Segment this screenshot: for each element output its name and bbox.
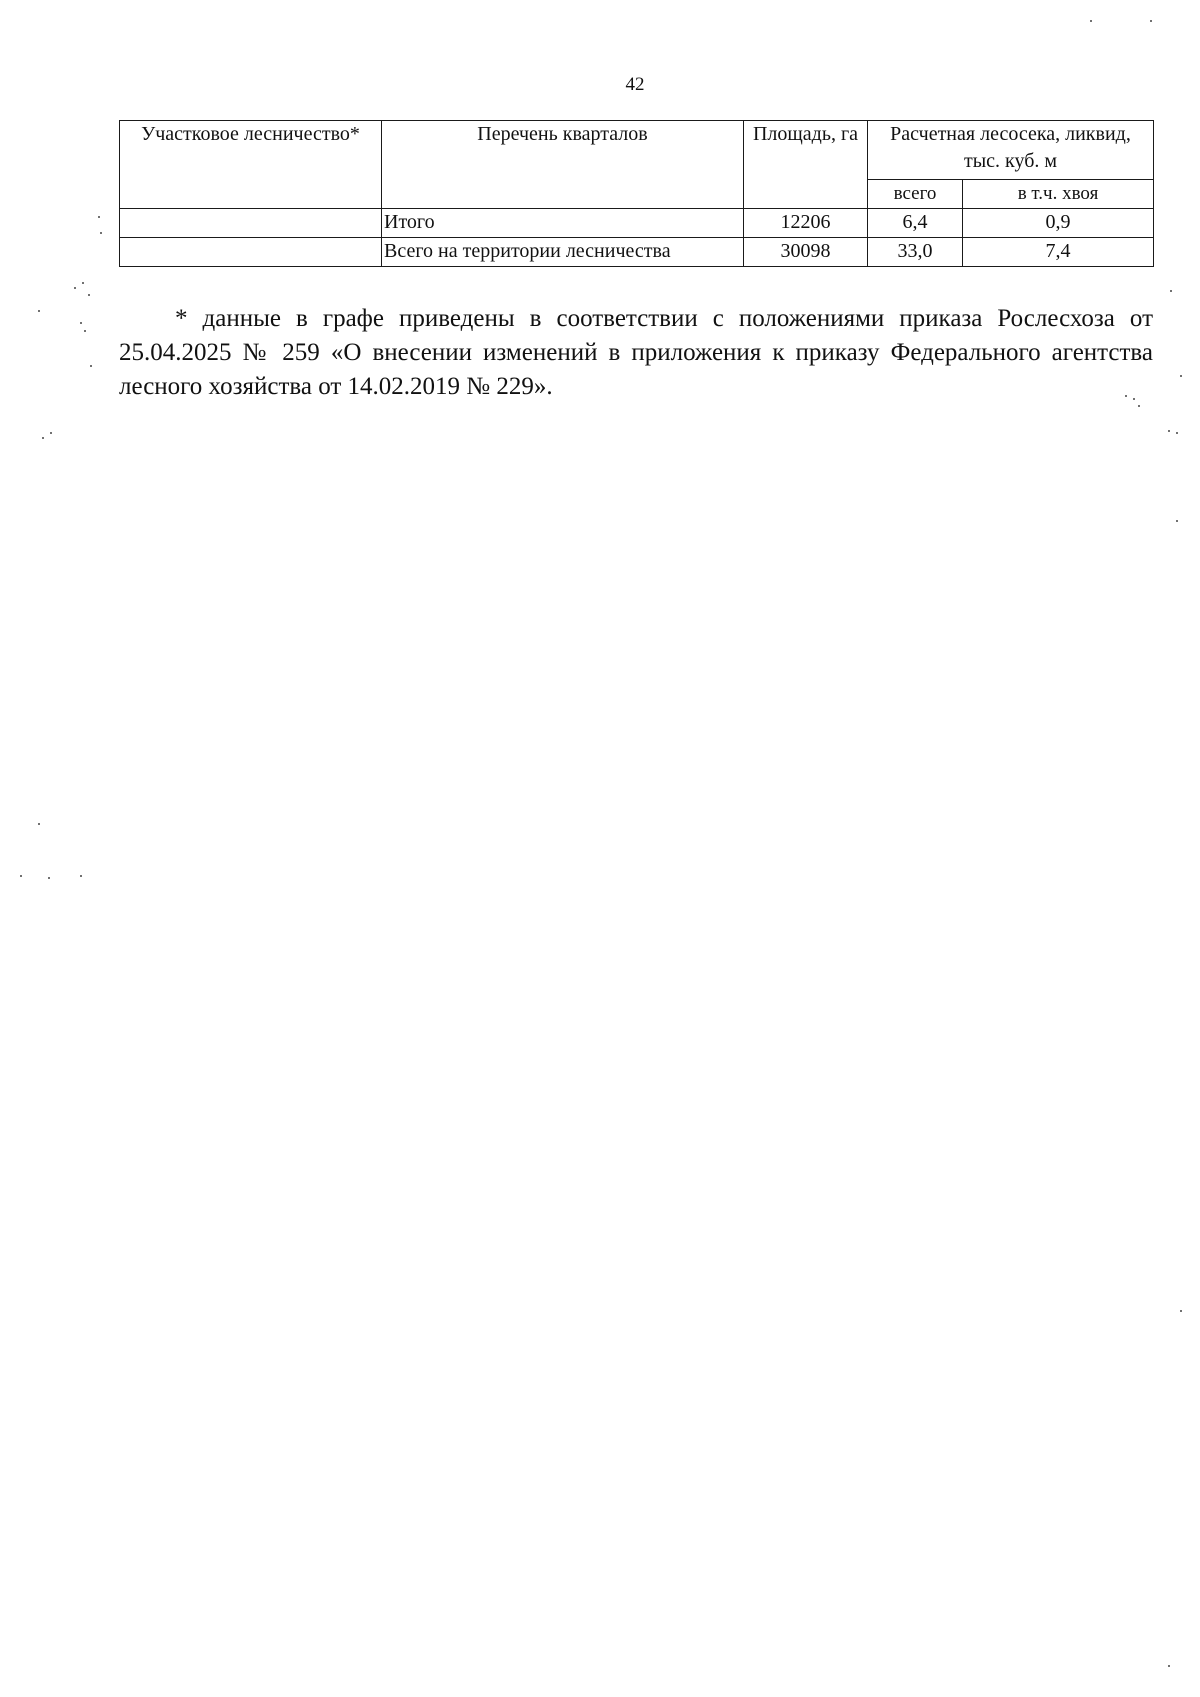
header-forestry: Участковое лесничество* xyxy=(120,121,382,209)
table-row xyxy=(120,238,1154,267)
table-row xyxy=(120,209,1154,238)
page-number: 42 xyxy=(625,74,645,95)
cell-forestry xyxy=(120,238,382,267)
cell-conifer: 0,9 xyxy=(963,209,1154,238)
footnote: * данные в графе приведены в соответствии с положениями приказа Рослесхоза от 25.04.2025 № 259 «О внесении изменений в приложения к приказу Федерального агентства лесного хозяйства от 14.02.2019 № 229». xyxy=(119,305,1153,400)
header-cut-conifer: в т.ч. хвоя xyxy=(963,180,1154,209)
cell-area: 30098 xyxy=(744,238,868,267)
cell-area: 12206 xyxy=(744,209,868,238)
header-cut: Расчетная лесосека, ликвид, тыс. куб. м xyxy=(868,121,1154,180)
header-quarters: Перечень кварталов xyxy=(382,121,744,209)
forest-cut-table xyxy=(119,120,1154,267)
header-cut-total: всего xyxy=(868,180,963,209)
cell-total: 6,4 xyxy=(868,209,963,238)
cell-forestry xyxy=(120,209,382,238)
cell-quarters: Всего на территории лесничества xyxy=(382,238,744,267)
cell-total: 33,0 xyxy=(868,238,963,267)
cell-quarters: Итого xyxy=(382,209,744,238)
cell-conifer: 7,4 xyxy=(963,238,1154,267)
header-area: Площадь, га xyxy=(744,121,868,209)
